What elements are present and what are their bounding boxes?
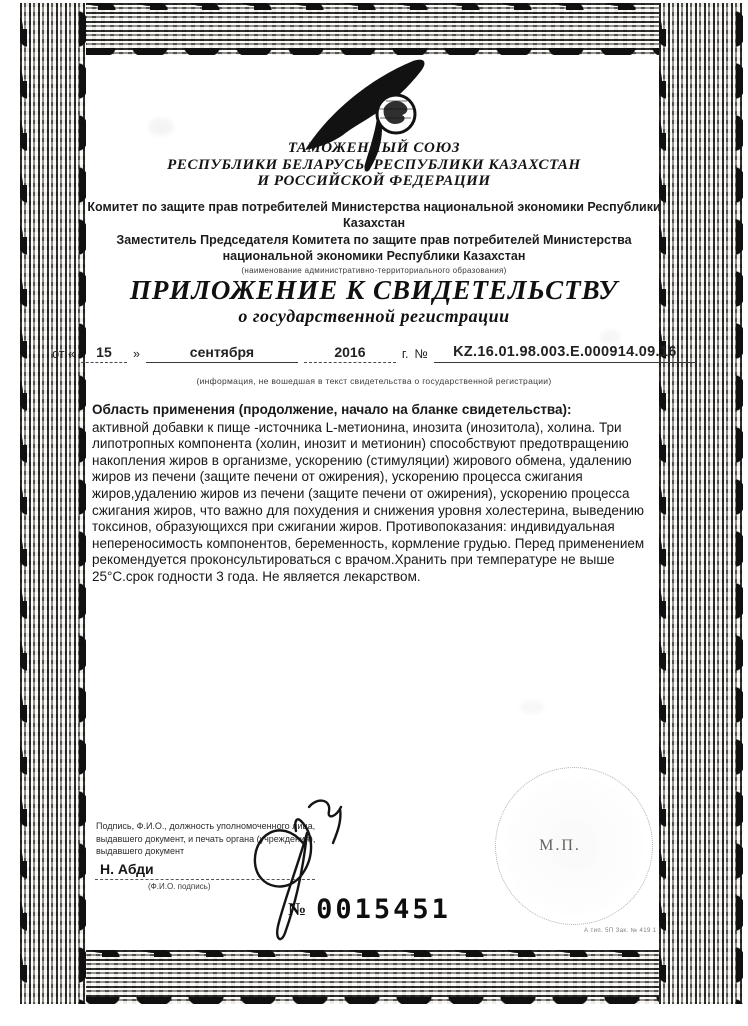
signature-under-caption: (Ф.И.О. подпись) [148,882,211,891]
registration-number: KZ.16.01.98.003.E.000914.09.16 [434,344,696,363]
authority-caption: (наименование административно-территориального образования) [241,266,507,275]
guilloche-border-bottom [24,950,740,1004]
union-line-3: И РОССИЙСКОЙ ФЕДЕРАЦИИ [257,173,491,189]
application-scope-heading: Область применения (продолжение, начало на бланке свидетельства): [92,402,572,417]
scan-speckle [600,330,620,344]
date-prefix: от « [52,347,75,361]
document-title: ПРИЛОЖЕНИЕ К СВИДЕТЕЛЬСТВУ [129,275,619,305]
serial-number: 0015451 [316,894,451,925]
serial-no-sign: № [288,899,307,919]
scan-speckle [520,700,544,714]
union-line-1: ТАМОЖЕННЫЙ СОЮЗ [287,140,461,156]
date-month-field: сентября [146,344,298,363]
signatory-name: Н. Абди [100,861,154,877]
date-year-suffix: г. [401,347,409,361]
customs-union-heading [0,140,748,190]
application-scope-block [92,402,666,586]
authority-line-2: Заместитель Председателя Комитета по защите прав потребителей Министерства национальной экономики Республики Казахстан [116,232,632,263]
authority-line-1: Комитет по защите прав потребителей Министерства национальной экономики Республики Казахстан [87,200,661,231]
document-subtitle: о государственной регистрации [238,306,510,327]
handwritten-signature [243,793,378,958]
document-title-block [0,276,748,327]
issuing-authority [84,199,664,264]
signature-caption: Подпись, Ф.И.О., должность уполномоченного лица, выдавшего документ, и печать органа (учреждения), выдавшего документ [96,821,316,857]
print-house-mark: А тип. 5П Зак. № 419 1 [584,928,657,934]
scan-speckle [148,118,174,136]
application-scope-text: активной добавки к пище -источника L-метионина, инозита (инозитола), холина. Три липотропных компонента (холин, инозит и метионин) способствуют предотвращению накопления жиров в организме, ускорению (стимуляции) жирового обмена, удалению жиров из печени (защите печени от ожирения), ускорению процесса сжигания жиров,удалению жиров из печени (защите печени от ожирения), ускорению процесса сжигания жиров, что важно для похудения и снижения уровня холестерина, выведению токсинов, образующихся при сжигании жиров. Противопоказания: индивидуальная непереносимость компонентов, беременность, кормление грудью. Перед применением рекомендуется проконсультироваться с врачом.Хранить при температуре не выше 25°С.срок годности 3 года. Не является лекарством. [92,419,645,584]
date-number-line [0,344,748,363]
registration-no-sign: № [414,347,428,361]
date-year-field: 2016 [304,344,396,363]
stamp-placeholder [495,767,653,925]
date-close-quote: » [132,347,140,361]
info-caption: (информация, не вошедшая в текст свидетельства о государственной регистрации) [196,376,552,386]
stamp-label: М.П. [539,837,581,854]
guilloche-border-top [20,3,743,55]
union-line-2: РЕСПУБЛИКИ БЕЛАРУСЬ, РЕСПУБЛИКИ КАЗАХСТАН [167,156,581,173]
serial-number-row [288,894,451,925]
date-day-field: 15 [81,344,127,363]
